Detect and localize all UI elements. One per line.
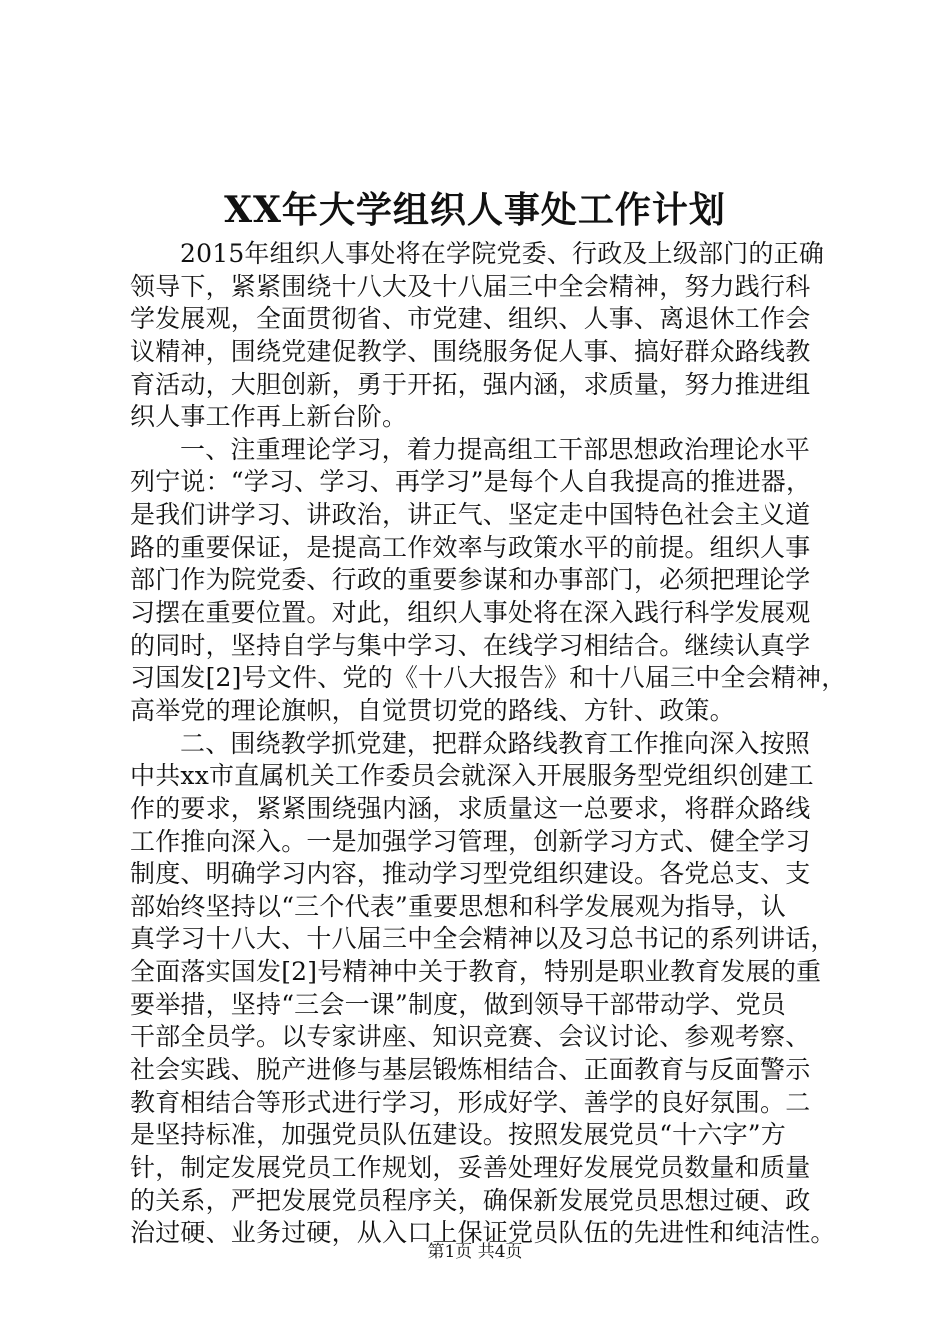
text-line: 教育相结合等形式进行学习，形成好学、善学的良好氛围。二	[130, 1087, 811, 1117]
text-line: 针，制定发展党员工作规划，妥善处理好发展党员数量和质量	[130, 1152, 811, 1182]
text-line: 部门作为院党委、行政的重要参谋和办事部门，必须把理论学	[130, 565, 811, 595]
section-heading-1: 一、注重理论学习，着力提高组工干部思想政治理论水平	[180, 434, 811, 464]
text-line: 治过硬、业务过硬，从入口上保证党员队伍的先进性和纯洁性。	[130, 1218, 836, 1248]
text-line: 习摆在重要位置。对此，组织人事处将在深入践行科学发展观	[130, 598, 811, 628]
text-line: 要举措，坚持“三会一课”制度，做到领导干部带动学、党员	[130, 989, 786, 1019]
text-line: 工作推向深入。一是加强学习管理，创新学习方式、健全学习	[130, 826, 811, 856]
text-line: 领导下，紧紧围绕十八大及十八届三中全会精神，努力践行科	[130, 271, 811, 301]
section-heading-2: 二、围绕教学抓党建，把群众路线教育工作推向深入按照	[180, 728, 811, 758]
text-line: 全面落实国发[2]号精神中关于教育，特别是职业教育发展的重	[130, 957, 822, 987]
text-line: 干部全员学。以专家讲座、知识竞赛、会议讨论、参观考察、	[130, 1022, 811, 1052]
text-line: 习国发[2]号文件、党的《十八大报告》和十八届三中全会精神，	[130, 663, 847, 693]
text-line: 是坚持标准，加强党员队伍建设。按照发展党员“十六字”方	[130, 1120, 786, 1150]
text-line: 作的要求，紧紧围绕强内涵，求质量这一总要求，将群众路线	[130, 793, 811, 823]
text-line: 制度、明确学习内容，推动学习型党组织建设。各党总支、支	[130, 859, 811, 889]
text-line: 高举党的理论旗帜，自觉贯切党的路线、方针、政策。	[130, 695, 735, 725]
text-line: 列宁说：“学习、学习、再学习”是每个人自我提高的推进器，	[130, 467, 812, 497]
document-title: XX年大学组织人事处工作计划	[224, 189, 726, 231]
text-line: 真学习十八大、十八届三中全会精神以及习总书记的系列讲话，	[130, 924, 836, 954]
text-line: 社会实践、脱产进修与基层锻炼相结合、正面教育与反面警示	[130, 1055, 811, 1085]
text-line: 的关系，严把发展党员程序关，确保新发展党员思想过硬、政	[130, 1185, 811, 1215]
text-line: 的同时，坚持自学与集中学习、在线学习相结合。继续认真学	[130, 630, 811, 660]
text-line: 2015年组织人事处将在学院党委、行政及上级部门的正确	[180, 239, 825, 268]
page-footer: 第1页 共4页	[427, 1242, 523, 1262]
text-line: 是我们讲学习、讲政治，讲正气、坚定走中国特色社会主义道	[130, 500, 811, 530]
document-body	[130, 238, 847, 1250]
text-line: 部始终坚持以“三个代表”重要思想和科学发展观为指导，认	[130, 891, 786, 921]
text-line: 议精神，围绕党建促教学、围绕服务促人事、搞好群众路线教	[130, 336, 811, 366]
text-line: 育活动，大胆创新，勇于开拓，强内涵，求质量，努力推进组	[130, 369, 811, 399]
text-line: 路的重要保证，是提高工作效率与政策水平的前提。组织人事	[130, 532, 811, 562]
text-line: 中共xx市直属机关工作委员会就深入开展服务型党组织创建工	[130, 761, 814, 791]
text-line: 织人事工作再上新台阶。	[130, 402, 408, 432]
text-line: 学发展观，全面贯彻省、市党建、组织、人事、离退休工作会	[130, 304, 811, 334]
